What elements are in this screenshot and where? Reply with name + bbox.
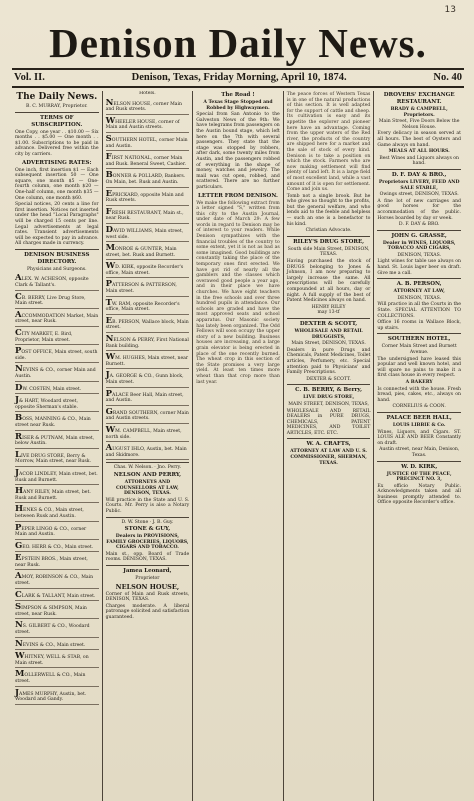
directory-entry (15, 554, 99, 570)
directory-entry (15, 396, 99, 412)
directory-entry (15, 469, 99, 485)
ad-heading: NELSON AND PERRY, (113, 471, 181, 478)
entry-initial: A (105, 443, 113, 454)
ad-address: Austin street, near Main, Denison, Texas. (379, 447, 460, 458)
entry-initial: P (105, 388, 112, 399)
place-date: Denison, Texas, Friday Morning, April 10, 1874. (131, 72, 347, 83)
entry-text: LARK & TALLANT, Main street. (21, 593, 96, 599)
entry-text: W. COSTEN, Main street. (22, 386, 82, 392)
entry-text: EVINS & CO., Main street. (22, 642, 86, 648)
ad-text: Main st., opp. Board of Trade rooms. DENISON, TEXAS. (105, 551, 190, 563)
ad-text: WHOLESALE AND RETAIL DEALERS in PURE DRUGS, CHEMICALS, PATENT MEDICINES, AND TOILET ARTICLES, ETC. ETC. (286, 408, 371, 436)
directory-entry (106, 408, 190, 424)
entry-text: B. PERSON, Wallace block, Main street. (105, 319, 189, 331)
volume: Vol. II. (14, 72, 45, 83)
divider (106, 517, 190, 518)
entry-initial: E (15, 553, 22, 564)
ad-text: Will practice in all the Courts in the State. SPECIAL ATTENTION TO COLLECTIONS. (377, 302, 461, 319)
entry-initial: D (15, 382, 23, 393)
ad-text: The undersigned have leased this popular and well known hotel, and will spare no pains to make it a first class house in every respect. (377, 356, 461, 379)
divider (15, 249, 99, 250)
ad-heading: D. F. DAY & BRO., (391, 171, 447, 178)
directory-entry (106, 208, 190, 224)
terms-text: One Copy, one year . . $10.00 — Six months . . $5.00 — One month . . $1.00. Subscriptions to be paid in advance. Delivered free within the city by carriers. (15, 129, 99, 157)
entry-initial: E (105, 315, 113, 326)
entry-text: ELSON HOUSE, corner Main and Rusk streets. (105, 101, 182, 113)
entry-text: RESH RESTAURANT, Main st., near Rusk. (105, 210, 184, 222)
ad-address: DENISON, TEXAS. (397, 295, 442, 301)
directory-entry (106, 190, 190, 206)
ad-subheading: JUSTICE OF THE PEACE, PRECINCT NO. 3, (386, 471, 452, 483)
ad-address: DENISON, TEXAS. (397, 252, 442, 258)
hotels-heading: Hotels. (139, 91, 156, 96)
entry-initial: H (15, 486, 24, 497)
ad-address: Main Street, Five Doors Below the Nelson House. (378, 119, 460, 130)
directory-entry (106, 135, 190, 151)
directory-entry (106, 226, 190, 242)
entry-initial: W (15, 651, 25, 662)
ad-subheading: LOUIS LIBBIE & Co. (392, 422, 446, 428)
entry-text: ONROE & GUNTER, Main street, bet. Rusk and Burnett. (105, 247, 177, 258)
entry-initial: M (15, 669, 25, 680)
column-1 (12, 91, 103, 801)
entry-initial: C (15, 328, 22, 339)
entry-text: IVE DRUG STORE, Berry & Morrow, Main street, near Rusk. (15, 453, 91, 465)
directory-entry (15, 293, 99, 309)
entry-initial: W (105, 115, 116, 126)
ad-subheading: WHOLESALE AND RETAIL DRUGGISTS, (294, 328, 363, 340)
directory-entry (15, 505, 99, 521)
directory-entry (15, 670, 99, 686)
entry-text: ENKS & CO., Main street, between Rusk and Austin. (15, 508, 84, 519)
divider (15, 112, 99, 113)
article-text: Tomb not a single brook. But he who gives no thought to the profits, but the general welfare, and who lends aid to the feeble and helpless — such an one is a benefactor to his kind. (286, 193, 371, 227)
issue-number: No. 40 (433, 72, 462, 83)
entry-text: EO. HERR & CO., Main street. (22, 544, 94, 550)
ad-text: Having purchased the stock of DRUGS belonging to Jones & Johnson, I am now preparing to largely increase the same. All prescriptions will be carefully compounded at all hours, day or night. A full supply of the best of Patent Medicines always on hand. (286, 259, 371, 304)
directory-entry (106, 280, 190, 296)
ad-subheading: LIVE DRUG STORE, (303, 395, 355, 401)
directory-entry (15, 274, 99, 290)
ad-text: Corner of Main and Rusk streets, DENISON, TEXAS. (105, 591, 190, 603)
directory-entry (106, 299, 190, 315)
entry-text: ISER & PUTNAM, Main street, below Austin. (15, 435, 95, 447)
directory-entry (15, 384, 99, 395)
divider (287, 384, 371, 385)
entry-text: PRICKARD, opposite Main and Rusk streets. (105, 192, 184, 204)
directory-entry (15, 591, 99, 602)
entry-initial: C (15, 589, 22, 600)
directory-entry (15, 329, 99, 345)
entry-text: EVINS & CO., corner Main and Austin. (15, 368, 96, 379)
divider (377, 333, 461, 334)
directory-entry (15, 451, 99, 467)
ad-signature: HENRY RILEY (311, 304, 346, 310)
entry-text: & HART, Woodard street, opposite Sherman's stable. (15, 399, 78, 410)
article-credit: Christian Advocate. (305, 228, 352, 234)
entry-text: OST OFFICE, Main street, south side. (15, 350, 98, 361)
entry-initial: A (15, 571, 22, 582)
entry-text: D. KIRK, opposite Recorder's office, Main street. (105, 265, 184, 276)
article-heading: LETTER FROM DENISON. (198, 192, 278, 199)
entry-text: M. CAMPBELL, Main street, north side. (105, 428, 182, 440)
entry-text: ATTERSON & PATTERSON, Main street. (105, 283, 177, 295)
column-5 (374, 91, 464, 801)
directory-entry (15, 414, 99, 430)
ad-address: Corner Main Street and Burnett Avenue. (381, 344, 457, 355)
advertising-heading: ADVERTISING RATES: (22, 159, 92, 166)
entry-initial: J (105, 370, 110, 381)
divider (377, 412, 461, 413)
entry-text: ANY RILEY, Main street, bet. Rusk and Burnett. (15, 490, 91, 501)
divider (377, 461, 461, 462)
notice-text: Special notices, 20 cents a line for first insertion. Notices not inserted under the head "Local Paragraphs" will be charged 15 cents per line. Legal advertisements at legal rates. Transient advertisements will be expected to pay in advance. All charges made in currency. (15, 202, 99, 247)
entry-initial: W (105, 352, 116, 363)
entry-text: W. RAM, opposite Recorder's office, Main street. (105, 301, 180, 313)
entry-initial: P (15, 346, 22, 357)
directory-entry (106, 244, 190, 260)
ad-signature: DEXTER & SCOTT. (306, 376, 351, 382)
ad-text: Every delicacy in season served at all hours. The best of Oysters and Game always on hand. (377, 131, 461, 148)
ad-text: Wines, Liquors, and Cigars. ST. LOUIS ALE AND BEER Constantly on draft. (377, 429, 461, 446)
entry-text: PSTEIN BROS., Main street, near Rusk. (15, 557, 88, 568)
column-4 (284, 91, 375, 801)
entry-initial: B (105, 170, 113, 181)
entry-text: M. HUGHES, Main street, near Burnett. (105, 356, 189, 367)
entry-text: IRST NATIONAL, corner Main and Rusk. Beneral Sweet, Cashier. (105, 156, 186, 167)
directory-entry (106, 117, 190, 133)
divider (377, 278, 461, 279)
entry-text: LEX. W. ACHESON, opposite Clark & Tallant's. (15, 277, 89, 289)
ad-signature: CORNELIUS & COON. (392, 404, 446, 410)
ad-subheading: Dealer in WINES, LIQUORS, TOBACCO AND CIGARS, (382, 240, 456, 252)
directory-entry (106, 353, 190, 369)
ad-text: Ex officio Notary Public. Acknowledgments taken and all business promptly attended to. Office opposite Recorder's office. (377, 483, 461, 506)
directory-title: DENISON BUSINESS DIRECTORY. (24, 251, 90, 265)
directory-entry (15, 433, 99, 449)
entry-text: S. GILBERT & CO., Woodard street. (15, 624, 90, 636)
ad-text: Office 16 rooms in Wallace Block, up stairs. (377, 320, 461, 331)
ad-heading: W. A. CRAFTS, (306, 441, 351, 448)
entry-initial: S (105, 133, 112, 144)
directory-entry (15, 311, 99, 327)
ad-heading: W. D. KIRK, (401, 463, 438, 470)
directory-entry (15, 689, 99, 705)
directory-entry (106, 444, 190, 460)
entry-initial: P (105, 279, 112, 290)
entry-text: AMES MURPHY, Austin, bet. Woodard and Gandy. (15, 691, 87, 703)
ad-heading: Jamea Leonard, (123, 568, 172, 575)
ad-heading: RILEY'S DRUG STORE, (293, 238, 365, 245)
divider (377, 169, 461, 170)
entry-initial: F (105, 152, 112, 163)
entry-initial: T (105, 297, 112, 308)
ad-subheading: Proprietors LIVERY, FEED AND SALE STABLE, (378, 179, 460, 191)
entry-initial: E (105, 188, 113, 199)
column-2 (103, 91, 194, 801)
directory-entry (15, 621, 99, 637)
firm-names: Chas. W. Nelson. · Jno. Perry. (113, 465, 182, 471)
entry-initial: M (105, 243, 116, 254)
ad-subheading: ATTORNEY AT LAW AND U. S. COMMISSIONER, SHERMAN, TEXAS. (290, 449, 368, 466)
entry-initial: N (105, 334, 114, 345)
directory-entry (106, 153, 190, 169)
ad-heading: A. B. PERSON, (396, 281, 442, 288)
ad-heading: JOHN G. GRASSE, (391, 232, 447, 239)
directory-entry (106, 99, 190, 115)
entry-text: UGUST IHLO, Austin, bet. Main and Skidmore. (105, 447, 187, 458)
directory-entry (106, 426, 190, 442)
entry-initial: A (15, 309, 22, 320)
entry-initial: J (15, 467, 20, 478)
entry-initial: R (15, 431, 23, 442)
entry-text: ONNER & POLLARD, Bankers. On Main, bet. Rusk and Austin. (105, 174, 186, 185)
directory-entry (106, 371, 190, 387)
entry-initial: B (15, 413, 23, 424)
directory-entry (15, 652, 99, 668)
entry-initial: A (15, 273, 22, 284)
ad-address: Main Street, DENISON, TEXAS. (291, 341, 366, 347)
directory-entry (106, 262, 190, 278)
entry-initial: C (15, 291, 22, 302)
ad-address: South side Main Street, DENISON, TEXAS. (287, 246, 370, 258)
article-text: We make the following extract from a letter signed "S," written from this city to the Austin Journal, under date of March 29: A few words in regard to Denison may be of interest to your readers. While Denison sympathizes with the financial troubles of the country to some extent, yet it is not as bad as some imagined. Good buildings are constantly taking the place of the temporary ones first erected. We have got rid of nearly all the gamblers and the classes which overawed good people a year ago, and in their place we have churches. We have eight teachers in the free schools and over three hundred pupils in attendance. Our schools are graded and have the most approved seats and school apparatus. Our Masonic society has lately been organized. The Odd Fellows will soon occupy the upper story of a new building. Business houses are increasing, and a large grain elevator is being erected in place of the one recently burned. The wheat crop in this section of the State promises a very large yield. At least ten times more wheat than that crop more than last year. (196, 200, 280, 385)
ad-heading: DROVERS' EXCHANGE RESTAURANT. (383, 92, 455, 105)
directory-entry (15, 542, 99, 553)
entry-initial: L (15, 449, 21, 460)
firm-names: D. W. Stone · J. B. Guy. (121, 519, 174, 525)
entry-text: ALACE Beer Hall, Main street, and Austin. (105, 392, 184, 404)
ad-subheading: Dealers in PROVISIONS, FAMILY GROCERIES, LIQUORS, CIGARS AND TOBACCO. (106, 534, 189, 551)
directory-subtitle: Physicians and Surgeons. (26, 266, 87, 272)
directory-entry (15, 603, 99, 619)
entry-initial: S (15, 602, 22, 613)
ad-text: Is connected with the house. Fresh bread, pies, cakes, etc., always on hand. (377, 386, 461, 403)
ad-date: may 13-tf (317, 310, 340, 316)
divider (287, 318, 371, 319)
page-corner-mark: 13 (444, 5, 456, 15)
ad-address: Owings street, DENISON, TEXAS. (379, 192, 459, 198)
entry-initial: P (15, 522, 22, 533)
ad-text: Best Wines and Liquors always on hand. (379, 155, 460, 167)
ad-heading: C. B. BERRY, & Berry, (295, 387, 362, 394)
entry-text: OUTHERN HOTEL, corner Main and Austin. (105, 137, 188, 149)
entry-initial: J (15, 687, 20, 698)
ad-role: Proprietor (135, 576, 160, 582)
dateline (12, 68, 464, 88)
directory-entry (15, 347, 99, 363)
entry-initial: J (15, 395, 20, 406)
divider (287, 236, 371, 237)
ad-subheading: ATTORNEY AT LAW, (393, 289, 445, 295)
column-3 (193, 91, 284, 801)
entry-initial: N (15, 638, 23, 649)
ad-address: MAIN STREET, DENISON, TEXAS, (288, 401, 369, 407)
entry-text: ACOB LINDLEY, Main street, bet. Rusk and Burnett. (15, 471, 98, 483)
entry-initial: W (105, 261, 116, 272)
article-title: The Road ! (221, 92, 255, 98)
entry-text: EPER LINGO & CO., corner Main and Austin. (15, 526, 87, 538)
terms-heading: TERMS OF SUBSCRIPTION. (31, 114, 83, 128)
divider (106, 462, 190, 463)
entry-text: CCOMMODATION Market, Main street, near Rusk. (15, 313, 99, 325)
ad-text: A fine lot of new carriages and good horses for the accommodation of the public. Horses boarded by day or week. (377, 198, 461, 221)
ad-heading: DEXTER & SCOTT, (299, 320, 358, 327)
entry-initial: H (15, 504, 24, 515)
article-text: Special from San Antonio to the Galveston News of the 9th: We have telegrams from passengers on the Austin bound stage, which left here on the 7th with several passengers. They state that the stage was stopped by robbers, after dark, some twenty miles from Austin, and the passengers robbed of everything in the shape of money, watches and jewelry. The mail was cut open, robbed, and scattered. There are no further particulars. (196, 112, 280, 190)
directory-entry (106, 171, 190, 187)
directory-list (15, 274, 99, 704)
directory-entry (106, 317, 190, 333)
ad-subheading: A BAKERY (405, 379, 433, 385)
entry-initial: G (15, 540, 23, 551)
entry-text: ELSON & PERRY, First National Bank building. (105, 338, 189, 349)
ad-text: Will practice in the State and U. S. Courts. Mr. Perry is also a Notary Public. (105, 497, 190, 514)
entry-initial: W (105, 424, 116, 435)
entry-initial: N (15, 620, 23, 631)
ad-heading: PALACE BEER HALL, (386, 414, 452, 421)
paper-title: The Daily News. (16, 92, 98, 102)
entry-text: OLLERWELL & CO., Main street. (15, 673, 86, 684)
masthead: Denison Daily News. (49, 20, 427, 66)
directory-list (106, 99, 190, 461)
entry-text: RAND SOUTHERN, corner Main and Austin streets. (105, 410, 189, 422)
divider (287, 438, 371, 439)
entry-text: MOY, ROBINSON & CO., Main street. (15, 575, 94, 587)
article-subtitle: A Texas Stage Stopped and Robbed by Highwaymen. (203, 100, 273, 111)
entry-initial: N (105, 97, 114, 108)
directory-entry (15, 365, 99, 381)
entry-text: B. BERRY, Live Drug Store, Main street. (15, 295, 86, 307)
entry-text: ITY MARKET, E. Bird, Proprietor, Main street. (15, 332, 73, 343)
entry-initial: G (105, 406, 113, 417)
directory-entry (15, 640, 99, 651)
entry-text: HEELER HOUSE, corner of Main and Austin streets. (105, 119, 180, 131)
directory-entry (15, 487, 99, 503)
directory-entry (106, 335, 190, 351)
directory-entry (106, 390, 190, 406)
ad-text: Dealers in pure Drugs and Chemicals, Patent Medicines, Toilet articles, Perfumery, etc. Special attention paid to Physicians' and Family Prescriptions. (286, 347, 371, 376)
ad-signature: D. F. DAY & BRO. (398, 222, 440, 228)
advertising-text: One inch, first insertion $1 — Each subsequent insertion 50 — One square, one month $5 — One-fourth column, one month $20 — One-half column, one month $35 — One column, one month $60. (15, 167, 99, 201)
entry-text: AVID WILLIAMS, Main street, west side. (105, 228, 184, 240)
entry-text: IMPSON & SIMPSON, Main street, near Rusk. (15, 606, 87, 617)
entry-initial: F (105, 206, 112, 217)
directory-entry (15, 524, 99, 540)
ad-text: Charges moderate. A liberal patronage solicited and satisfaction guaranteed. (105, 603, 190, 621)
article-text: The peace forces of Western Texas is in one of the natural productions of this section. It is well adapted for the support of cattle and sheep. Its cultivation is easy and its appetite the explorer and pioneer here have an advantage. Coming from the upper waters of the Red river, the products of the country are shipped here for a market and the sale of stock of every kind. Denison is to take a position on which the stock. Farmers who are now making settlement will find plenty of land left. It is a large field of most excellent land, while a vast amount of it is open for settlement. Come and join us. (286, 92, 371, 193)
ad-heading: STONE & GUY, (124, 526, 171, 533)
ad-text: Light wines for table use always on hand. St. Louis lager beer on draft. Give me a call. (377, 259, 461, 276)
divider (106, 565, 190, 566)
ad-subheading: MEALS AT ALL HOURS. (388, 149, 450, 155)
ad-subheading: BRADY & CAMPBELL, Proprietors. (390, 107, 448, 118)
publisher: B. C. MURRAY, Proprietor. (25, 104, 88, 109)
entry-text: A. GEORGE & CO., Gunn block, Main street. (105, 374, 184, 385)
entry-initial: D (105, 224, 113, 235)
directory-entry (15, 572, 99, 588)
entry-text: HITNEY, WELL & STAB, on Main street. (15, 655, 89, 666)
entry-text: OSS, MANNING & CO., Main street near Rusk. (15, 417, 91, 428)
columns (12, 91, 464, 801)
ad-subheading: ATTORNEYS AND COUNSELLORS AT LAW, DENISON, TEXAS. (115, 479, 179, 497)
divider (377, 230, 461, 231)
entry-initial: N (15, 364, 23, 375)
ad-heading: NELSON HOUSE, (115, 582, 180, 591)
ad-heading: SOUTHERN HOTEL, (387, 336, 451, 343)
